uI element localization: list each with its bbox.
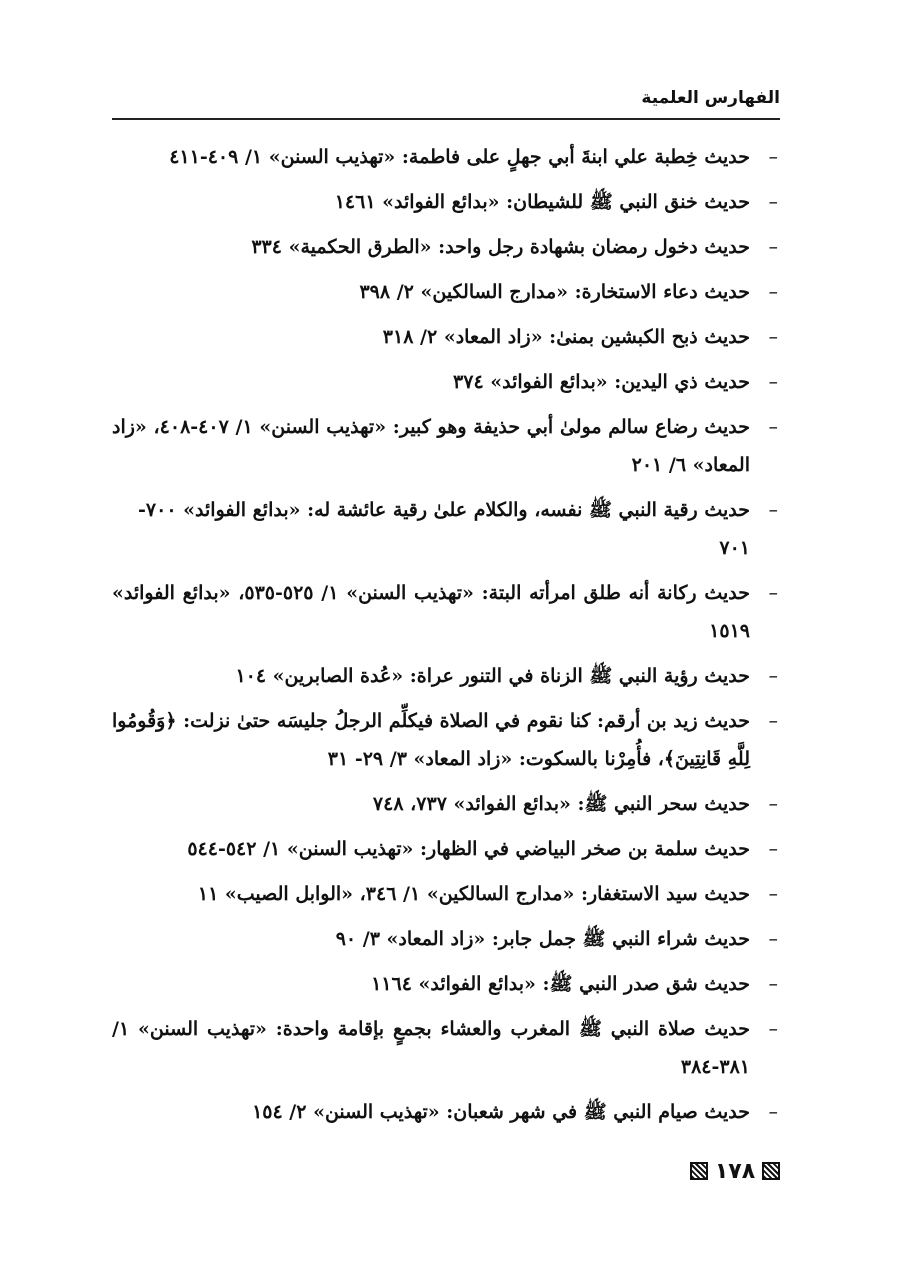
entry-dash: –: [768, 710, 778, 732]
page-footer: [690, 1155, 780, 1187]
entry-text: حديث دخول رمضان بشهادة رجل واحد: «الطرق الحكمية» ٣٣٤: [251, 236, 750, 258]
entry-dash: –: [768, 582, 778, 604]
entry-dash: –: [768, 281, 778, 303]
entry-text: حديث رضاع سالم مولىٰ أبي حذيفة وهو كبير: «تهذيب السنن» ١/ ٤٠٧-٤٠٨، «زاد المعاد» ٦/ ٢٠١: [112, 416, 750, 476]
entry-text: حديث رقية النبي ﷺ نفسه، والكلام علىٰ رقية عائشة له: «بدائع الفوائد» ٧٠٠- ٧٠١: [138, 499, 750, 559]
entry-dash: –: [768, 499, 778, 521]
page-header: [112, 88, 780, 120]
index-entry: [112, 318, 780, 356]
entry-dash: –: [768, 793, 778, 815]
entry-text: حديث شراء النبي ﷺ جمل جابر: «زاد المعاد» ٣/ ٩٠: [335, 928, 750, 950]
entry-dash: –: [768, 236, 778, 258]
running-header-title: الفهارس العلمية: [641, 88, 780, 108]
index-entry: [112, 363, 780, 401]
index-entry: [112, 657, 780, 695]
index-entry: [112, 965, 780, 1003]
index-entry: [112, 1010, 780, 1086]
entry-dash: –: [768, 665, 778, 687]
entry-dash: –: [768, 1018, 778, 1040]
index-entry: [112, 183, 780, 221]
entry-text: حديث ركانة أنه طلق امرأته البتة: «تهذيب السنن» ١/ ٥٢٥-٥٣٥، «بدائع الفوائد» ١٥١٩: [112, 582, 750, 642]
entry-dash: –: [768, 928, 778, 950]
entry-text: حديث سحر النبي ﷺ: «بدائع الفوائد» ٧٣٧، ٧٤٨: [372, 793, 750, 815]
decorative-square-icon: [690, 1162, 708, 1180]
entry-dash: –: [768, 371, 778, 393]
entry-text: حديث شق صدر النبي ﷺ: «بدائع الفوائد» ١١٦٤: [371, 973, 750, 995]
entry-text: حديث زيد بن أرقم: كنا نقوم في الصلاة فيكلِّم الرجلُ جليسَه حتىٰ نزلت: ﴿وَقُومُوا لِلَّهِ قَانِتِينَ﴾، فأُمِرْنا بالسكوت: «زاد المعاد» ٣/ ٢٩- ٣١: [112, 710, 750, 770]
entry-text: حديث ذبح الكبشين بمنىٰ: «زاد المعاد» ٢/ ٣١٨: [382, 326, 750, 348]
entry-dash: –: [768, 838, 778, 860]
entry-dash: –: [768, 1101, 778, 1123]
entry-text: حديث خنق النبي ﷺ للشيطان: «بدائع الفوائد» ١٤٦١: [334, 191, 750, 213]
entry-dash: –: [768, 973, 778, 995]
entry-dash: –: [768, 416, 778, 438]
index-entry: [112, 408, 780, 484]
index-entry: [112, 830, 780, 868]
entry-dash: –: [768, 883, 778, 905]
index-entry: [112, 491, 780, 567]
entry-text: حديث دعاء الاستخارة: «مدارج السالكين» ٢/ ٣٩٨: [359, 281, 750, 303]
decorative-square-icon: [762, 1162, 780, 1180]
index-entry: [112, 920, 780, 958]
index-entry: [112, 875, 780, 913]
entry-dash: –: [768, 326, 778, 348]
index-entry: [112, 1093, 780, 1131]
entry-text: حديث صلاة النبي ﷺ المغرب والعشاء بجمعٍ بإقامة واحدة: «تهذيب السنن» ١/ ٣٨١-٣٨٤: [112, 1018, 750, 1078]
entry-dash: –: [768, 146, 778, 168]
page-number: ١٧٨: [714, 1158, 756, 1184]
index-entry: [112, 785, 780, 823]
entry-text: حديث صيام النبي ﷺ في شهر شعبان: «تهذيب السنن» ٢/ ١٥٤: [252, 1101, 750, 1123]
entry-text: حديث رؤية النبي ﷺ الزناة في التنور عراة: «عُدة الصابرين» ١٠٤: [235, 665, 750, 687]
index-entry: [112, 702, 780, 778]
entry-dash: –: [768, 191, 778, 213]
entry-text: حديث ذي اليدين: «بدائع الفوائد» ٣٧٤: [453, 371, 750, 393]
index-entry: [112, 228, 780, 266]
entry-text: حديث سلمة بن صخر البياضي في الظهار: «تهذيب السنن» ١/ ٥٤٢-٥٤٤: [187, 838, 750, 860]
index-entries-list: [112, 138, 780, 1138]
index-entry: [112, 273, 780, 311]
entry-text: حديث سيد الاستغفار: «مدارج السالكين» ١/ ٣٤٦، «الوابل الصيب» ١١: [197, 883, 750, 905]
entry-text: حديث خِطبة علي ابنةَ أبي جهلٍ على فاطمة: «تهذيب السنن» ١/ ٤٠٩-٤١١: [169, 146, 750, 168]
index-entry: [112, 138, 780, 176]
index-entry: [112, 574, 780, 650]
